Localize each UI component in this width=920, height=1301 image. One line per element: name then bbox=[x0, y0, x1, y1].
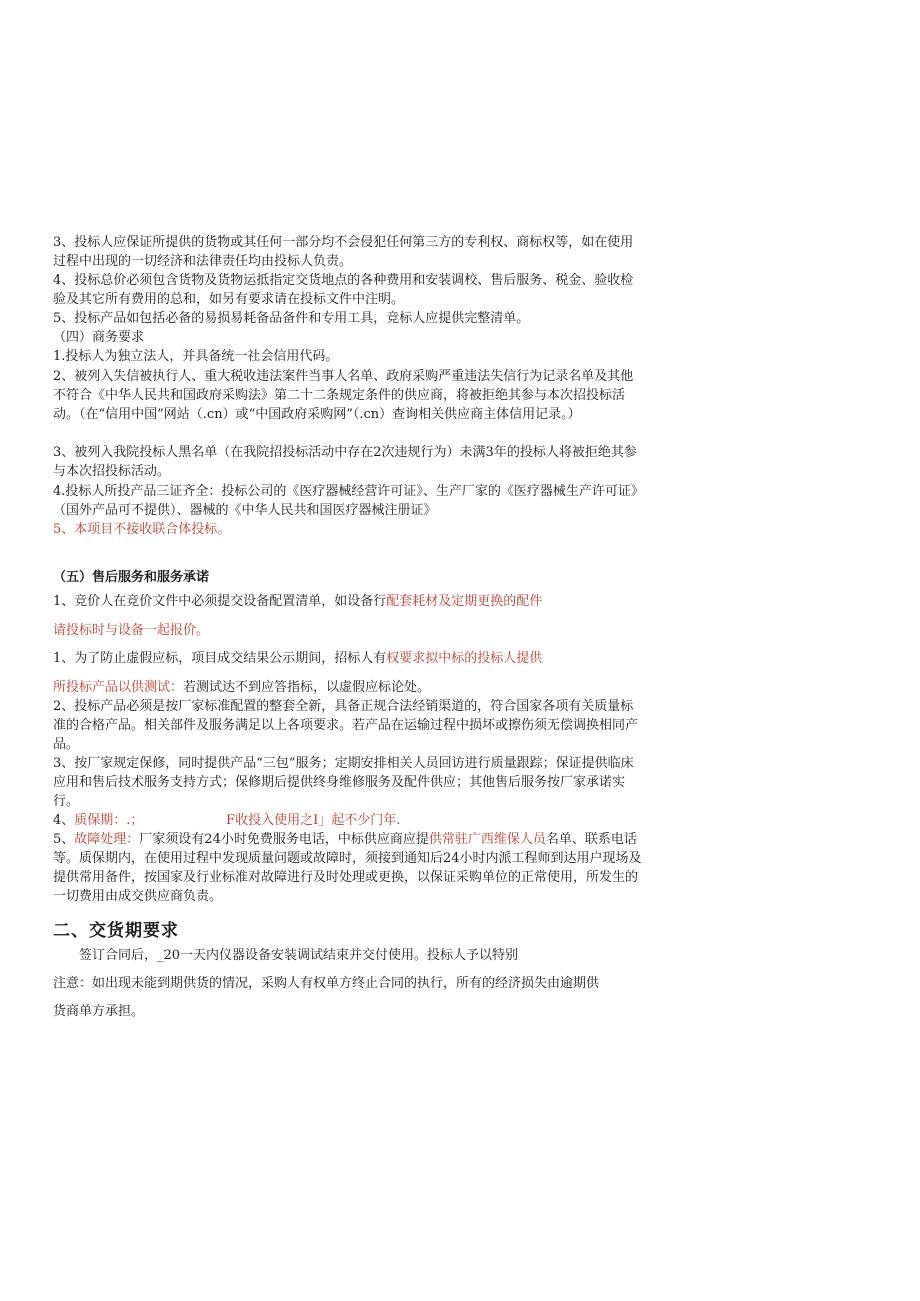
warranty-number: 4、 bbox=[53, 813, 75, 828]
service-2-highlight-2: 所投标产品以供测试： bbox=[53, 680, 184, 695]
clause-4: 4、投标总价必须包含货物及货物运抵指定交货地点的各种费用和安装调校、售后服务、税金、验收检验及其它所有费用的总和，如另有要求请在投标文件中注明。 bbox=[53, 273, 634, 307]
service-2-line-2 bbox=[53, 678, 643, 697]
delivery-line-3: 货商单方承担。 bbox=[53, 1004, 145, 1019]
fault-highlight: 供常驻广西维保人员 bbox=[428, 832, 546, 847]
service-2-text: 1、为了防止虚假应标，项目成交结果公示期间，招标人有 bbox=[53, 651, 387, 666]
section-4-title: （四）商务要求 bbox=[53, 330, 145, 345]
service-5-warranty bbox=[53, 811, 643, 830]
business-req-5: 5、本项目不接收联合体投标。 bbox=[53, 522, 231, 537]
business-req-4: 4.投标人所投产品三证齐全：投标公司的《医疗器械经营许可证》、生产厂家的《医疗器械生产许可证》（国外产品可不提供）、器械的《中华人民共和国医疗器械注册证》 bbox=[53, 484, 638, 518]
business-req-2: 2、被列入失信被执行人、重大税收违法案件当事人名单、政府采购严重违法失信行为记录名单及其他不符合《中华人民共和国政府采购法》第二十二条规定条件的供应商，将被拒绝其参与本次招投标活动。（在“信用中国”网站（.cn）或“中国政府采购网”（.cn）查询相关供应商主体信用记录。） bbox=[53, 369, 634, 422]
service-2-line-1 bbox=[53, 649, 643, 668]
delivery-line-1: 签订合同后，_20一天内仪器设备安装调试结束并交付使用。投标人予以特别 bbox=[79, 948, 519, 963]
service-1-line-1 bbox=[53, 592, 643, 611]
service-1-text: 1、竞价人在竞价文件中必须提交设备配置清单，如设备行 bbox=[53, 594, 387, 609]
business-req-3: 3、被列入我院投标人黑名单（在我院招投标活动中存在2次违规行为）未满3年的投标人将被拒绝其参与本次招投标活动。 bbox=[53, 445, 637, 479]
clause-3: 3、投标人应保证所提供的货物或其任何一部分均不会侵犯任何第三方的专利权、商标权等，如在使用过程中出现的一切经济和法律责任均由投标人负责。 bbox=[53, 235, 634, 269]
clause-5: 5、投标产品如包括必备的易损易耗备品备件和专用工具，竞标人应提供完整清单。 bbox=[53, 311, 530, 326]
fault-text-2: 名单、联系电话等。质保期内，在使用过程中发现质量问题或故障时，须接到通知后24小时内派工程师到达用户现场及提供常用备件，按国家及行业标准对故障进行及时处理或更换，以保证采购单位的正常使用，所发生的一切费用由成交供应商负责。 bbox=[53, 832, 642, 904]
business-req-1: 1.投标人为独立法人，并具备统一社会信用代码。 bbox=[53, 349, 339, 364]
service-2-highlight: 权要求拟中标的投标人提供 bbox=[386, 651, 543, 666]
service-4: 3、按厂家规定保修，同时提供产品“三包”服务；定期安排相关人员回访进行质量跟踪；保证提供临床应用和售后技术服务支持方式；保修期后提供终身维修服务及配件供应；其他售后服务按厂家承诺实行。 bbox=[53, 756, 634, 809]
delivery-line-2: 注意：如出现未能到期供货的情况，采购人有权单方终止合同的执行，所有的经济损失由逾期供 bbox=[53, 976, 600, 991]
fault-label: 故障处理： bbox=[74, 832, 140, 847]
delivery-heading: 二、交货期要求 bbox=[53, 921, 179, 941]
fault-text-1: 厂家须设有24小时免费服务电话，中标供应商应提 bbox=[139, 832, 429, 847]
service-2-text-2: 若测试达不到应答指标，以虚假应标论处。 bbox=[183, 680, 431, 695]
service-6-fault-handling bbox=[53, 830, 643, 906]
section-5-title: （五）售后服务和服务承诺 bbox=[53, 570, 210, 585]
warranty-text: 质保期：.； F收投入使用之Ⅰ」起不少门年. bbox=[74, 813, 401, 828]
service-3: 2、投标产品必须是按厂家标准配置的整套全新，具备正规合法经销渠道的，符合国家各项有关质量标准的合格产品。相关部件及服务满足以上各项要求。若产品在运输过程中损坏或擦伤须无偿调换相同产品。 bbox=[53, 699, 639, 752]
fault-number: 5、 bbox=[53, 832, 75, 847]
service-1-line-2: 请投标时与设备一起报价。 bbox=[53, 623, 210, 638]
service-1-highlight: 配套耗材及定期更换的配件 bbox=[386, 594, 543, 609]
